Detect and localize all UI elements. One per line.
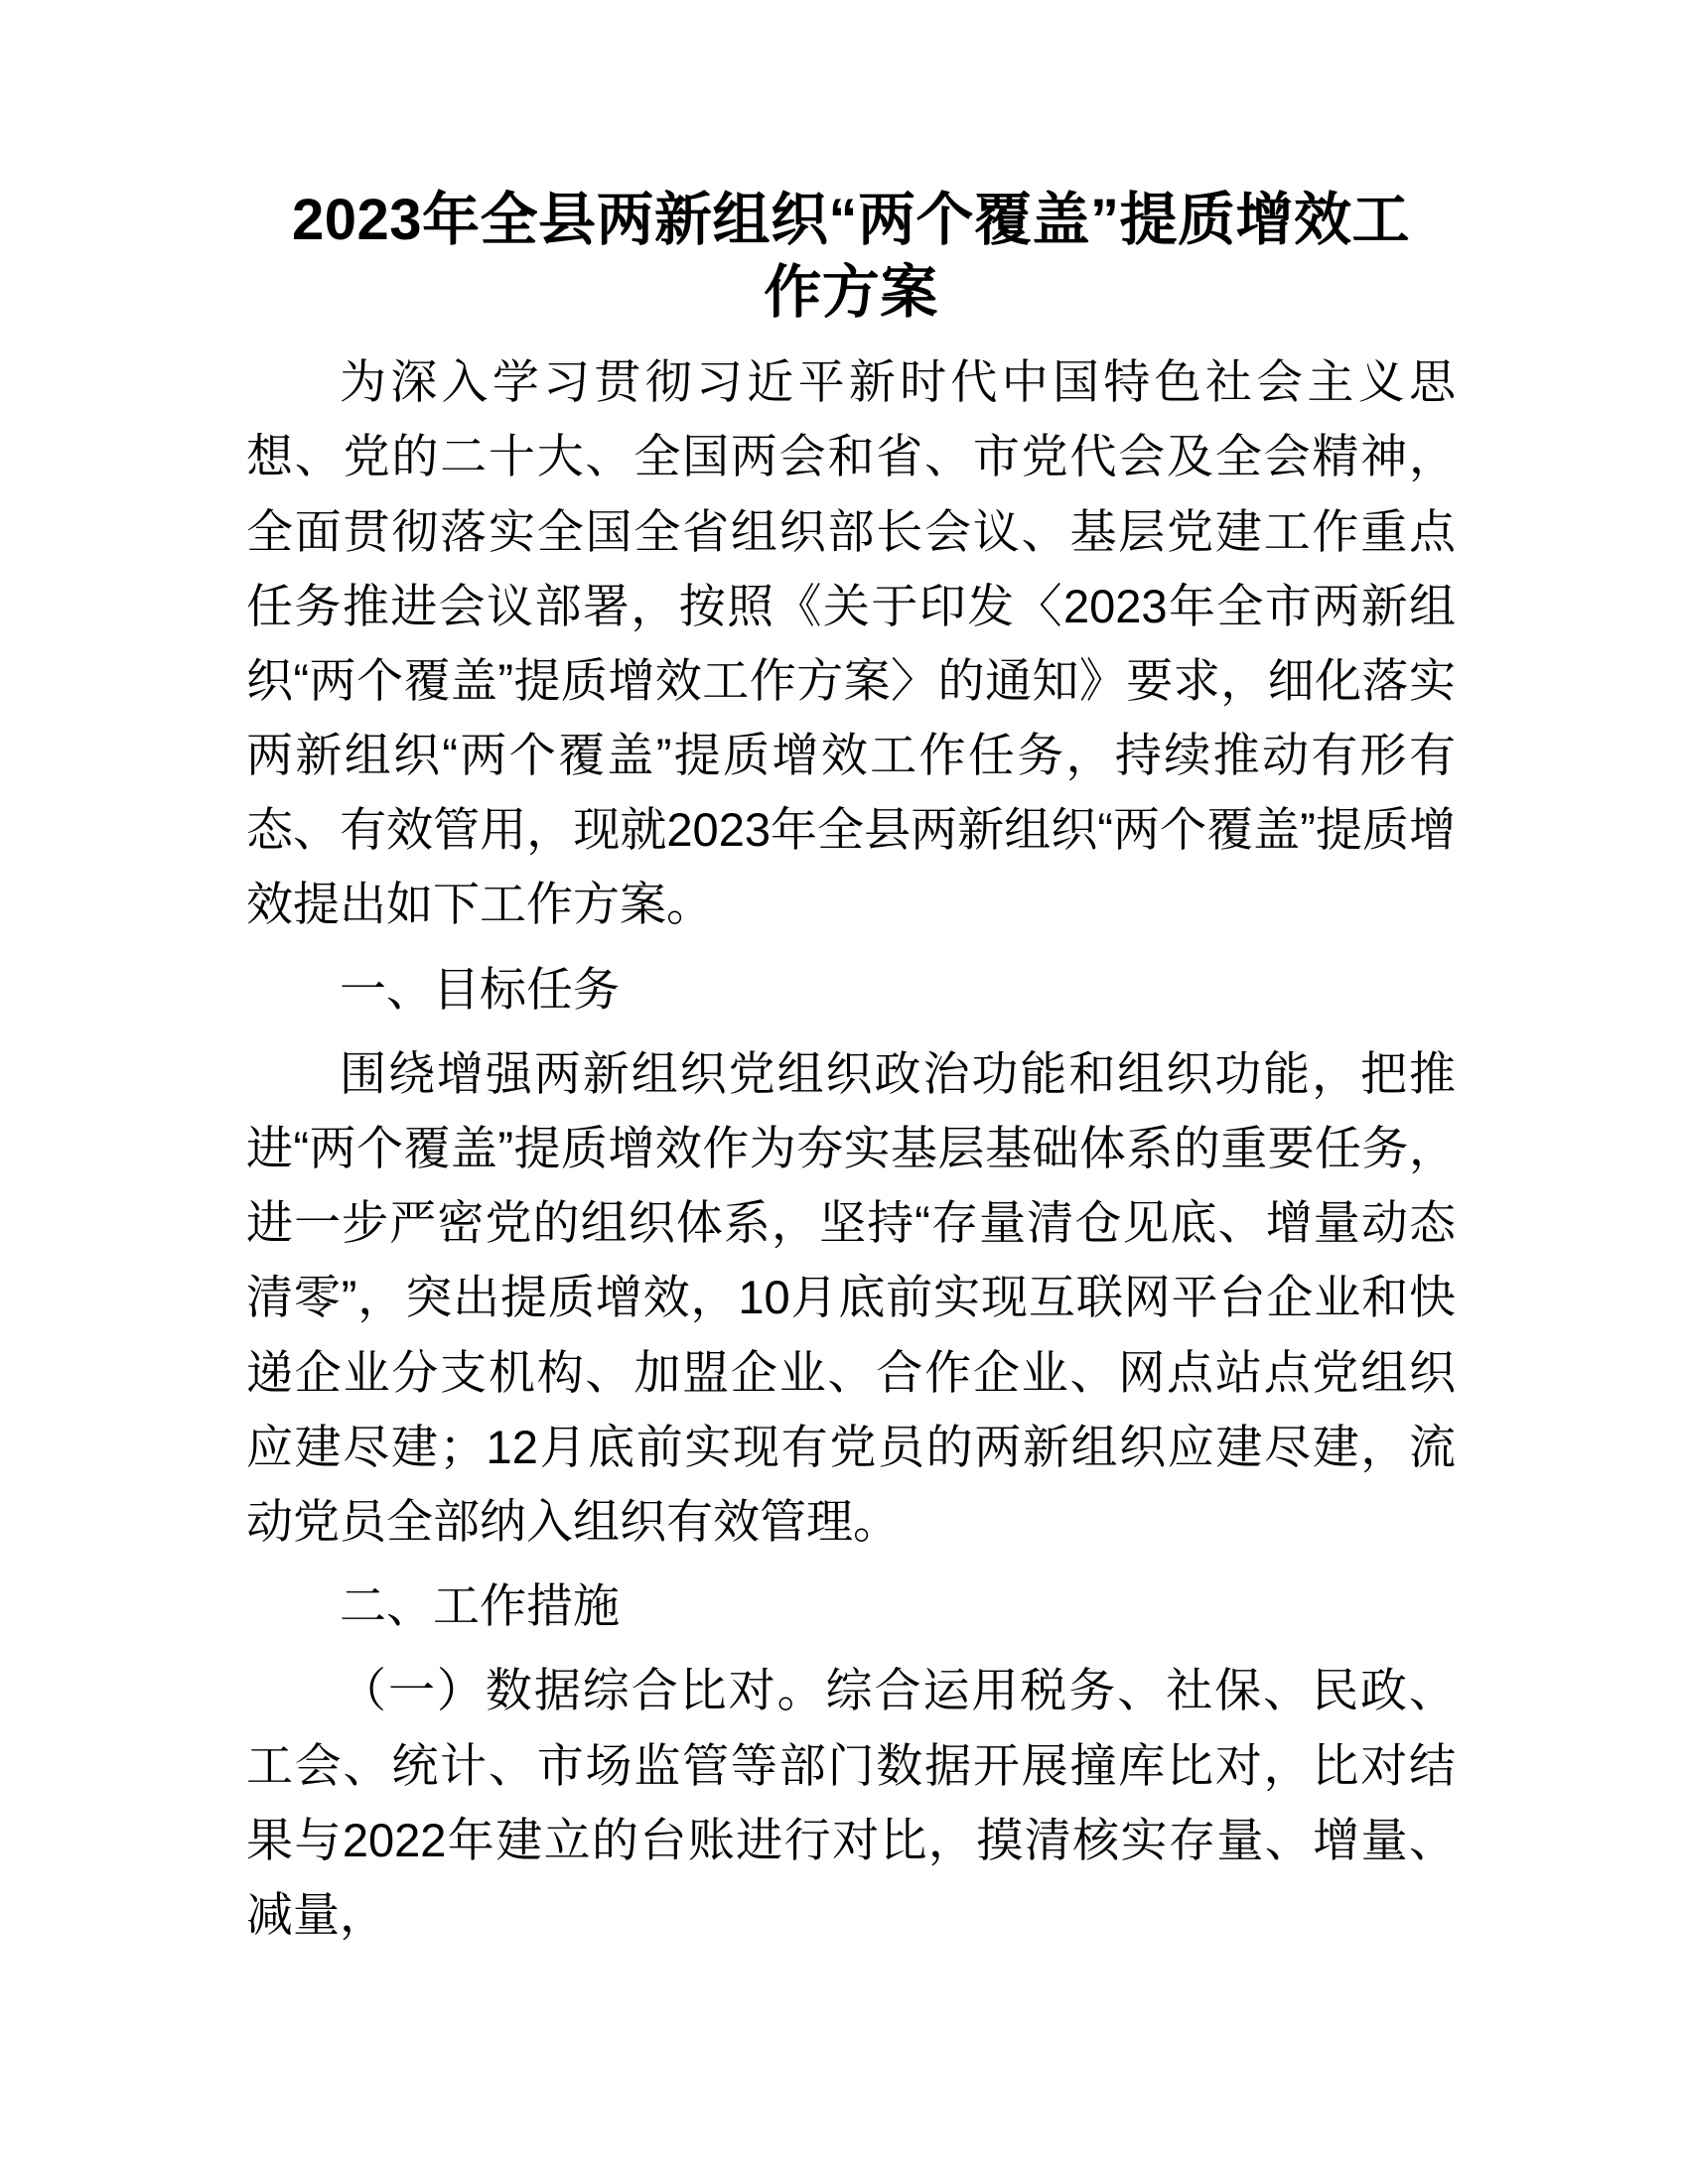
section-heading-goals: 一、目标任务 <box>340 962 620 1016</box>
section-spacer-1 <box>246 942 1456 952</box>
document-content <box>246 184 1456 1952</box>
page-title: 2023年全县两新组织“两个覆盖”提质增效工作方案 <box>291 188 1411 326</box>
title-spacer <box>246 335 1456 344</box>
section-heading-measures: 二、工作措施 <box>340 1579 620 1633</box>
heading-spacer-1 <box>246 1026 1456 1036</box>
section-spacer-2 <box>246 1559 1456 1569</box>
paragraph-goals-body: 围绕增强两新组织党组织政治功能和组织功能，把推进“两个覆盖”提质增效作为夯实基层基础体系的重要任务，进一步严密党的组织体系，坚持“存量清仓见底、增量动态清零”，突出提质增效，10月底前实现互联网平台企业和快递企业分支机构、加盟企业、合作企业、网点站点党组织应建尽建；12月底前实现有党员的两新组织应建尽建，流动党员全部纳入组织有效管理。 <box>246 1046 1456 1548</box>
heading-spacer-2 <box>246 1643 1456 1653</box>
paragraph-intro: 为深入学习贯彻习近平新时代中国特色社会主义思想、党的二十大、全国两会和省、市党代会及全会精神，全面贯彻落实全国全省组织部长会议、基层党建工作重点任务推进会议部署，按照《关于印发〈2023年全市两新组织“两个覆盖”提质增效工作方案〉的通知》要求，细化落实两新组织“两个覆盖”提质增效工作任务，持续推动有形有态、有效管用，现就2023年全县两新组织“两个覆盖”提质增效提出如下工作方案。 <box>246 355 1456 931</box>
paragraph-measure-one: （一）数据综合比对。综合运用税务、社保、民政、工会、统计、市场监管等部门数据开展撞库比对，比对结果与2022年建立的台账进行对比，摸清核实存量、增量、减量， <box>246 1664 1456 1941</box>
